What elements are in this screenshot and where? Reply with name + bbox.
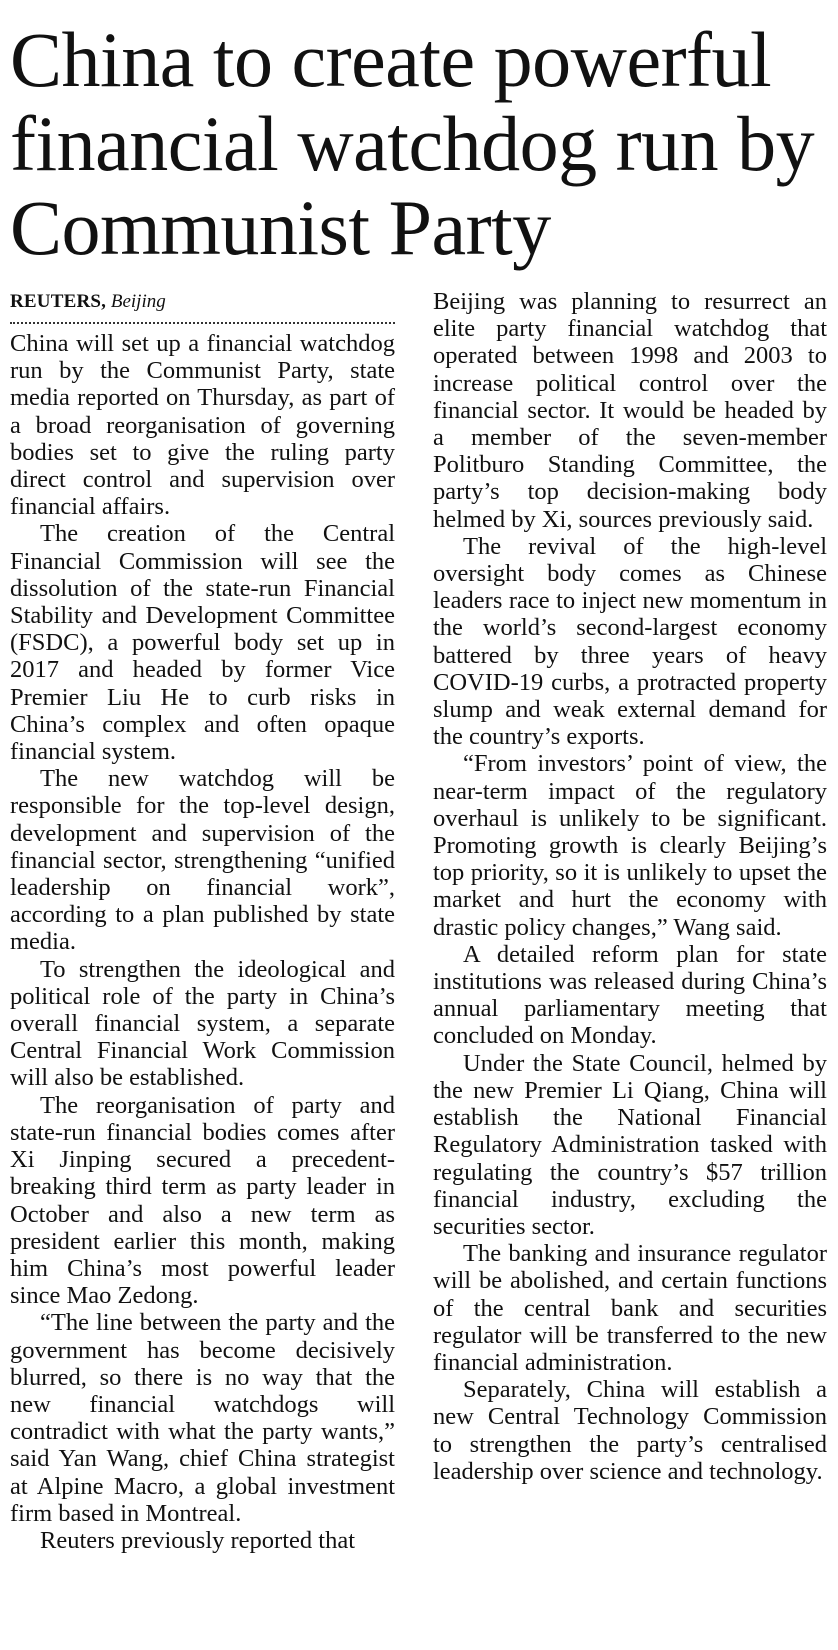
paragraph: A detailed reform plan for state institutions was released during China’s annual parliamentary meeting that concluded on Monday. bbox=[433, 940, 827, 1050]
paragraph: The revival of the high-level oversight body comes as Chinese leaders race to inject new momentum in the world’s second-largest economy battered by three years of heavy COVID-19 curbs, a protracted property slump and weak external demand for the country’s exports. bbox=[433, 532, 827, 751]
byline-agency: REUTERS, bbox=[10, 291, 107, 312]
paragraph: Separately, China will establish a new Central Technology Commission to strengthen the party’s centralised leadership over science and technology. bbox=[433, 1376, 827, 1485]
paragraph: The reorganisation of party and state-run financial bodies comes after Xi Jinping secured a precedent-breaking third term as party leader in October and also a new term as president earlier this month, making him China’s most powerful leader since Mao Zedong. bbox=[10, 1091, 395, 1310]
byline bbox=[10, 290, 395, 324]
paragraph: To strengthen the ideological and political role of the party in China’s overall financial system, a separate Central Financial Work Commission will also be established. bbox=[10, 955, 395, 1092]
paragraph: Reuters previously reported that bbox=[40, 1526, 356, 1554]
paragraph: The new watchdog will be responsible for the top-level design, development and supervision of the financial sector, strengthening “unified leadership on financial work”, according to a plan published by state media. bbox=[10, 765, 395, 956]
paragraph: “From investors’ point of view, the near-term impact of the regulatory overhaul is unlikely to be significant. Promoting growth is clearly Beijing’s top priority, so it is unlikely to upset the market and hurt the economy with drastic policy changes,” Wang said. bbox=[433, 750, 827, 941]
byline-location: Beijing bbox=[110, 291, 166, 312]
paragraph: Beijing was planning to resurrect an elite party financial watchdog that operated between 1998 and 2003 to increase political control over the financial sector. It would be headed by a member of the seven-member Politburo Standing Committee, the party’s top decision-making body helmed by Xi, sources previously said. bbox=[433, 288, 827, 533]
article-column-left bbox=[10, 290, 395, 1554]
paragraph: The banking and insurance regulator will be abolished, and certain functions of the central bank and securities regulator will be transferred to the new financial administration. bbox=[433, 1240, 827, 1376]
article-column-right bbox=[433, 288, 827, 1485]
headline: China to create powerful financial watchdog run by Communist Party bbox=[10, 16, 815, 271]
paragraph: The creation of the Central Financial Commission will see the dissolution of the state-run Financial Stability and Development Committee (FSDC), a powerful body set up in 2017 and headed by former Vice Premier Liu He to curb risks in China’s complex and often opaque financial system. bbox=[10, 520, 395, 766]
paragraph: China will set up a financial watchdog run by the Communist Party, state media reported on Thursday, as part of a broad reorganisation of governing bodies set to give the ruling party direct control and supervision over financial affairs. bbox=[10, 330, 395, 521]
paragraph: Under the State Council, helmed by the new Premier Li Qiang, China will establish the National Financial Regulatory Administration tasked with regulating the country’s $57 trillion financial industry, excluding the securities sector. bbox=[433, 1049, 827, 1240]
paragraph: “The line between the party and the government has become decisively blurred, so there is no way that the new financial watchdogs will contradict with what the party wants,” said Yan Wang, chief China strategist at Alpine Macro, a global investment firm based in Montreal. bbox=[10, 1309, 395, 1527]
